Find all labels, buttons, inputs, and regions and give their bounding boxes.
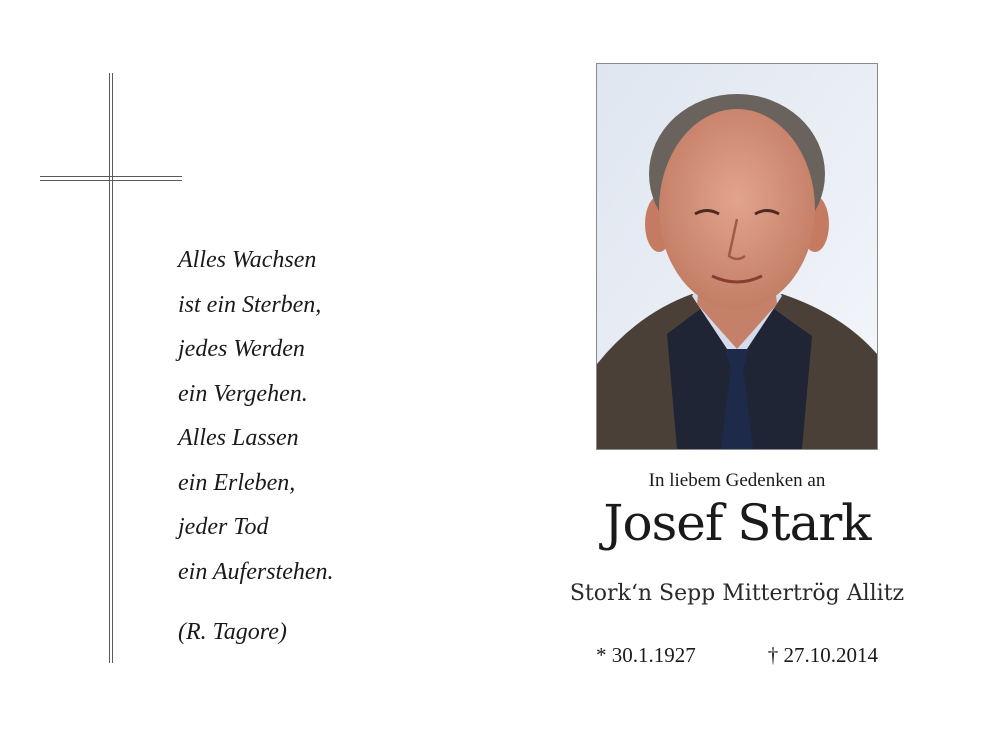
- death-date: † 27.10.2014: [767, 643, 878, 667]
- poem-line: ist ein Sterben,: [178, 291, 322, 318]
- cross-horizontal-line: [40, 176, 182, 177]
- poem-line: jedes Werden: [178, 336, 305, 362]
- poem-line: ein Auferstehen.: [178, 558, 334, 585]
- poem-line: jeder Tod: [178, 514, 269, 540]
- cross-horizontal-line: [40, 180, 182, 181]
- birth-date: * 30.1.1927: [596, 643, 696, 667]
- life-dates: [596, 640, 878, 670]
- cross-vertical-line: [112, 73, 113, 663]
- deceased-nickname: Stork‘n Sepp Mittertrög Allitz: [569, 581, 905, 606]
- poem-line: ein Erleben,: [178, 469, 296, 496]
- memorial-intro: In liebem Gedenken an: [648, 470, 826, 491]
- poem: [178, 242, 334, 598]
- poem-line: ein Vergehen.: [178, 380, 308, 407]
- cross-vertical-line: [109, 73, 110, 663]
- portrait-illustration: [597, 64, 877, 449]
- poem-line: Alles Lassen: [178, 425, 299, 451]
- poem-author: (R. Tagore): [178, 619, 287, 645]
- poem-line: Alles Wachsen: [178, 247, 317, 273]
- deceased-name: Josef Stark: [603, 494, 871, 552]
- portrait-photo: [596, 63, 878, 450]
